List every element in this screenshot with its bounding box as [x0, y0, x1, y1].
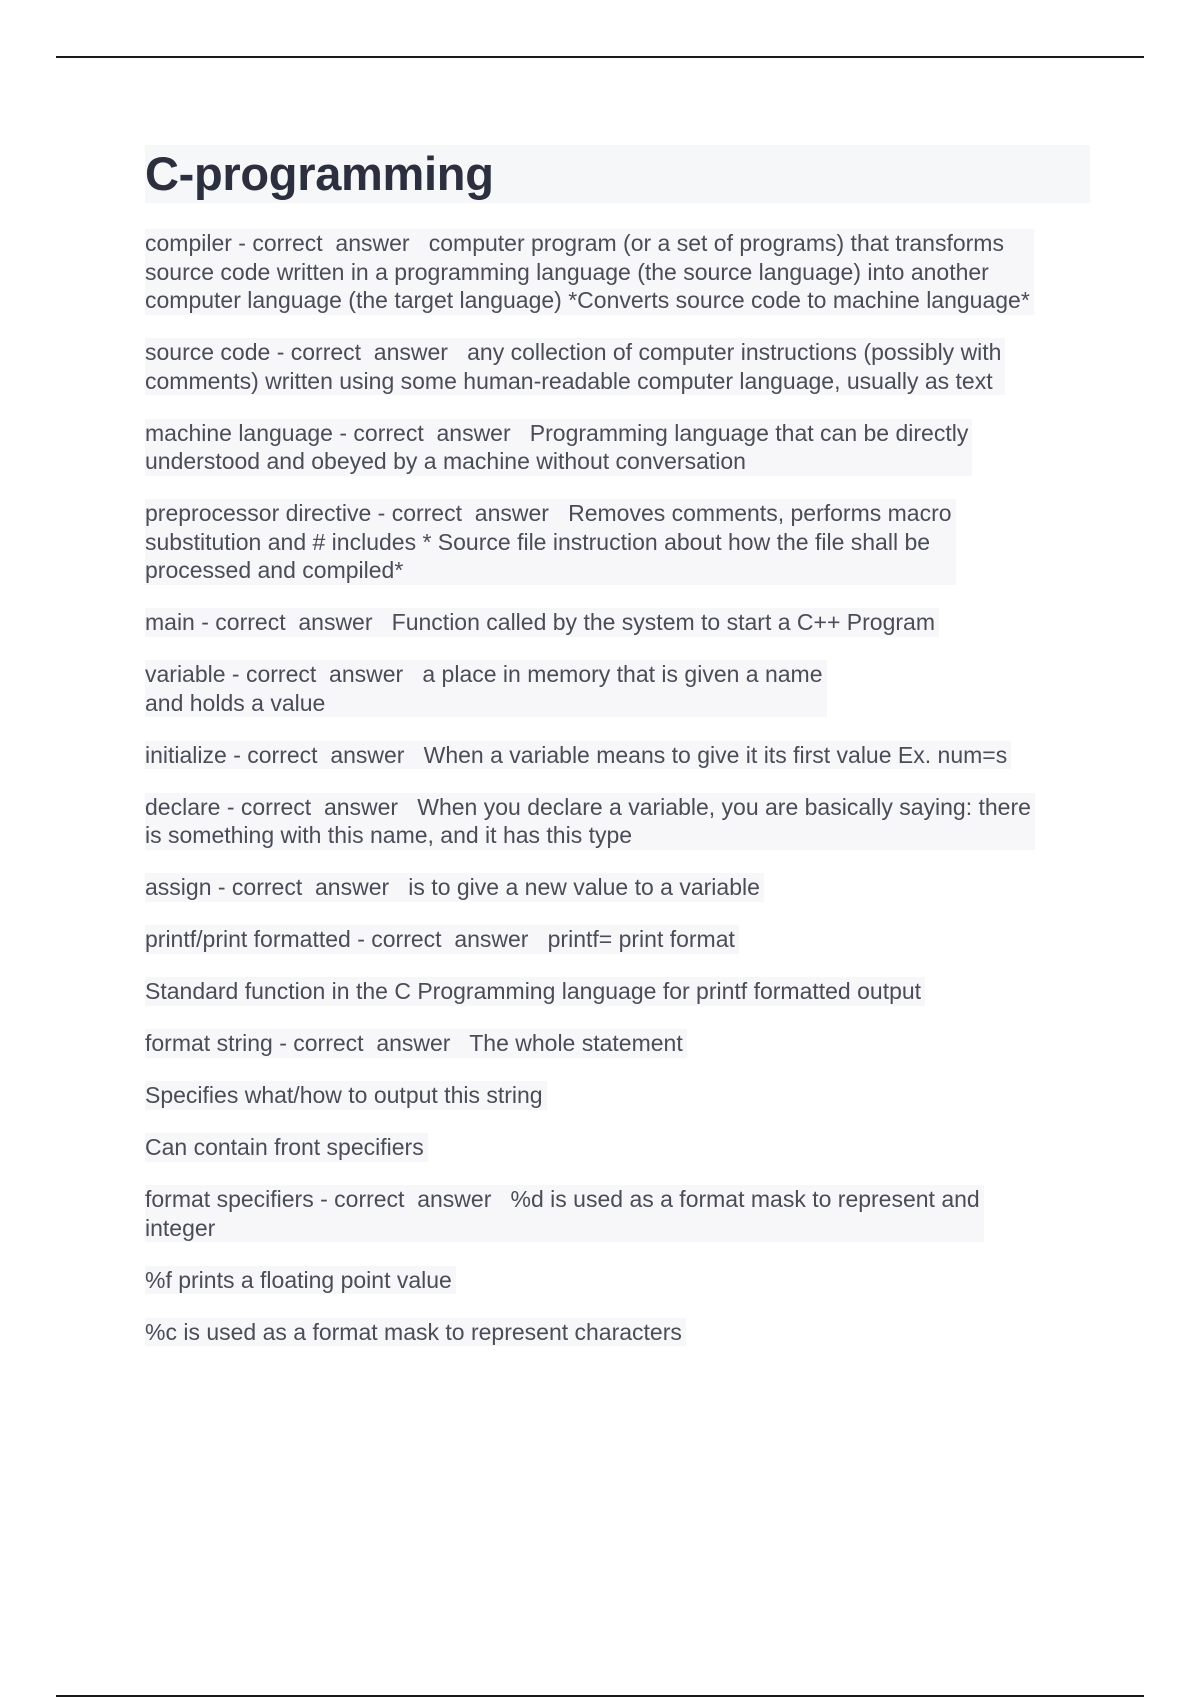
- flashcard-list: [145, 229, 1090, 1346]
- entry-preprocessor-directive: [145, 499, 956, 585]
- entry-line: and holds a value: [145, 689, 326, 716]
- entry-front-specifiers: [145, 1133, 428, 1162]
- entry-assign: [145, 873, 764, 902]
- entry-main: [145, 608, 939, 637]
- entry-line: Can contain front specifiers: [145, 1134, 424, 1160]
- entry-line: declare - correct answer When you declare a variable, you are basically saying: there: [145, 793, 1031, 820]
- entry-line: machine language - correct answer Programming language that can be directly: [145, 419, 969, 446]
- entry-declare: [145, 793, 1035, 850]
- entry-line: source code written in a programming language (the source language) into another: [145, 258, 989, 285]
- entry-line: Specifies what/how to output this string: [145, 1082, 543, 1108]
- entry-line: understood and obeyed by a machine without conversation: [145, 448, 746, 474]
- entry-line: comments) written using some human-readable computer language, usually as text: [145, 367, 993, 394]
- entry-line: assign - correct answer is to give a new value to a variable: [145, 874, 760, 900]
- entry-line: computer language (the target language) *Converts source code to machine language*: [145, 287, 1030, 313]
- entry-machine-language: [145, 419, 972, 476]
- entry-source-code: [145, 338, 1005, 395]
- entry-compiler: [145, 229, 1034, 315]
- entry-line: is something with this name, and it has this type: [145, 822, 633, 848]
- entry-line: initialize - correct answer When a variable means to give it its first value Ex. num=s: [145, 741, 1008, 768]
- page-content: [145, 145, 1090, 1370]
- entry-line: variable - correct answer a place in memory that is given a name: [145, 661, 823, 687]
- entry-line: main - correct answer Function called by the system to start a C++ Program: [145, 609, 935, 635]
- entry-line: %f prints a floating point value: [145, 1266, 452, 1293]
- entry-line: format string - correct answer The whole statement: [145, 1030, 683, 1056]
- entry-percent-c: [145, 1318, 686, 1347]
- entry-variable: [145, 660, 827, 717]
- entry-line: printf/print formatted - correct answer printf= print format: [145, 926, 735, 952]
- page-title: C-programming: [145, 147, 494, 200]
- entry-format-specifiers: [145, 1185, 984, 1242]
- entry-specifies: [145, 1081, 547, 1110]
- entry-line: source code - correct answer any collection of computer instructions (possibly with: [145, 339, 1002, 365]
- entry-line: processed and compiled*: [145, 557, 404, 583]
- header-rule: [56, 56, 1144, 58]
- entry-line: %c is used as a format mask to represent characters: [145, 1318, 682, 1345]
- entry-line: substitution and # includes * Source file instruction about how the file shall be: [145, 528, 931, 555]
- entry-initialize: [145, 741, 1011, 770]
- entry-line: Standard function in the C Programming language for printf formatted output: [145, 978, 922, 1004]
- entry-percent-f: [145, 1266, 456, 1295]
- entry-format-string: [145, 1029, 687, 1058]
- entry-standard-function: [145, 977, 925, 1006]
- title-block: [145, 145, 1090, 203]
- footer-rule: [56, 1695, 1144, 1697]
- entry-line: preprocessor directive - correct answer Removes comments, performs macro: [145, 500, 952, 526]
- entry-line: format specifiers - correct answer %d is used as a format mask to represent and: [145, 1186, 980, 1212]
- entry-line: integer: [145, 1214, 216, 1241]
- entry-line: compiler - correct answer computer program (or a set of programs) that transforms: [145, 230, 1004, 256]
- entry-printf: [145, 925, 739, 954]
